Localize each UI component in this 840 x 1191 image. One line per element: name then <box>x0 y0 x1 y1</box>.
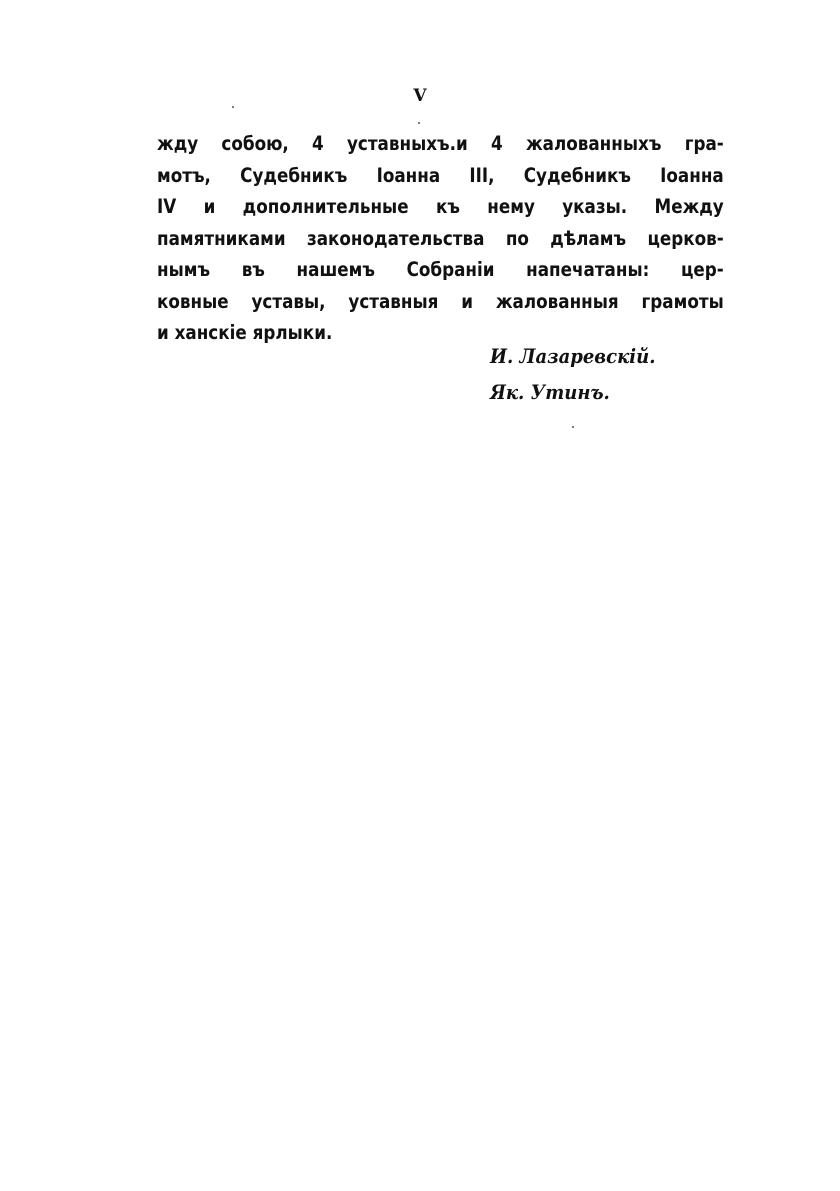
signature-block <box>490 338 730 410</box>
text-line: мотъ, Судебникъ Іоанна III, Судебникъ Іоанна <box>157 163 724 187</box>
print-speck <box>572 426 574 428</box>
text-line: ковные уставы, уставныя и жалованныя грамоты <box>157 289 724 313</box>
body-paragraph <box>157 128 724 349</box>
text-line: IV и дополнительные къ нему указы. Между <box>157 195 724 218</box>
signature-lazarevsky: И. Лазаревскій. <box>490 344 656 368</box>
signature-utin: Як. Утинъ. <box>490 380 610 404</box>
page-number: V <box>413 86 427 106</box>
print-speck <box>232 106 234 108</box>
text-line: нымъ въ нашемъ Собраніи напечатаны: цер- <box>157 258 724 281</box>
print-speck <box>418 122 420 124</box>
text-line: жду собою, 4 уставныхъ.и 4 жалованныхъ гра- <box>157 132 724 155</box>
text-line: и ханскіе ярлыки. <box>157 321 333 344</box>
text-line: памятниками законодательства по дѣламъ церков- <box>157 226 724 250</box>
